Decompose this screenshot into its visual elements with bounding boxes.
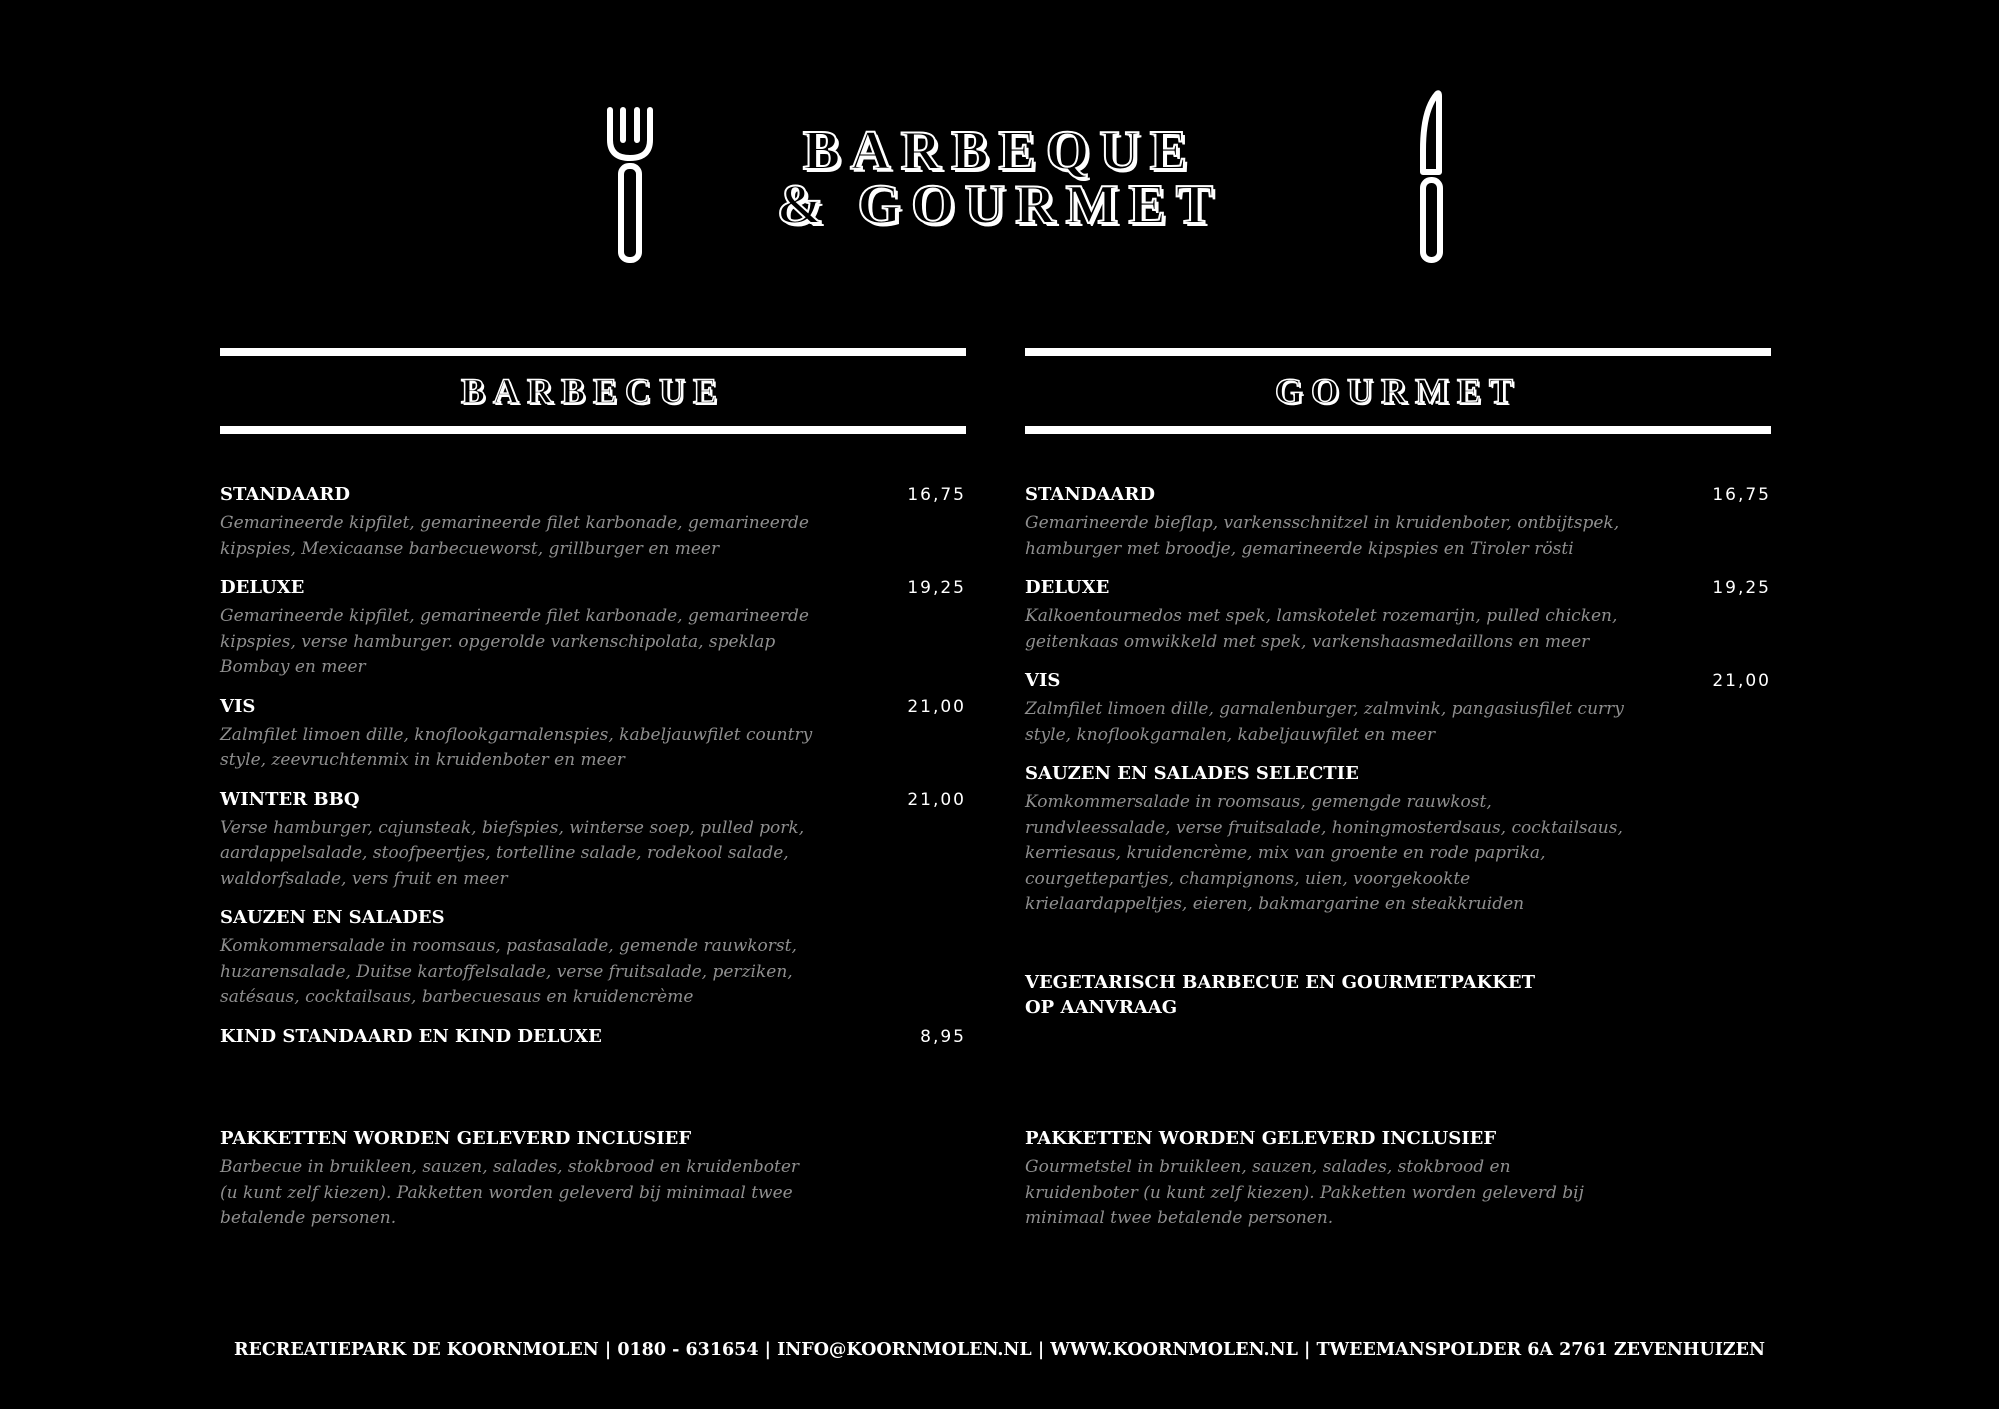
menu-item-description: Kalkoentournedos met spek, lamskotelet rozemarijn, pulled chicken, geitenkaas omwikkeld met spek, varkenshaasmedaillons en meer [1025,606,1618,652]
menu-item-name: STANDAARD [220,484,350,505]
section-heading-barbecue: BARBECUE [460,371,726,411]
menu-item-name: STANDAARD [1025,484,1155,505]
gourmet-section [1025,348,1771,1018]
menu-item-price: 16,75 [1712,485,1771,505]
menu-item-price: 21,00 [907,789,966,810]
menu-item [220,1024,966,1049]
menu-item-header [220,787,966,812]
menu-item [1025,575,1771,655]
menu-item-name: WINTER BBQ [220,788,360,810]
knife-icon [1415,90,1447,264]
menu-item [220,575,966,681]
menu-item-header [220,1024,966,1049]
menu-item [1025,761,1771,918]
divider [1025,348,1771,356]
menu-item-header [220,482,966,507]
menu-item [220,482,966,562]
divider [220,348,966,356]
divider [1025,426,1771,434]
title-line-2: & GOURMET [776,174,1224,236]
menu-item-price: 21,00 [907,696,966,717]
menu-item-price: 16,75 [907,485,966,505]
menu-item-price: 19,25 [907,578,966,598]
menu-item-description: Komkommersalade in roomsaus, pastasalade, gemende rauwkorst, huzarensalade, Duitse kartoffelsalade, verse fruitsalade, perziken, satésaus, cocktailsaus, barbecuesaus en kruidencrème [220,936,797,1007]
menu-item-name: VIS [1025,670,1061,691]
menu-item-header [1025,575,1771,600]
menu-item-header [220,694,966,719]
menu-item [1025,668,1771,748]
section-heading-gourmet: GOURMET [1274,371,1521,411]
barbecue-package-info [220,1126,840,1232]
menu-item-description: Verse hamburger, cajunsteak, biefspies, winterse soep, pulled pork, aardappelsalade, stoofpeertjes, tortelline salade, rodekool salade, waldorfsalade, vers fruit en meer [220,817,805,889]
contact-line: RECREATIEPARK DE KOORNMOLEN | 0180 - 631654 | INFO@KOORNMOLEN.NL | WWW.KOORNMOLEN.NL | TWEEMANSPOLDER 6A 2761 ZEVENHUIZEN [233,1340,1766,1360]
menu-item-price: 19,25 [1712,578,1771,598]
barbecue-section [220,348,966,1047]
vegetarian-note-text: VEGETARISCH BARBECUE EN GOURMETPAKKET OP AANVRAAG [1025,971,1535,1018]
package-info-title: PAKKETTEN WORDEN GELEVERD INCLUSIEF [220,1128,692,1149]
menu-title [700,120,1300,236]
divider [220,426,966,434]
menu-item-name: KIND STANDAARD EN KIND DELUXE [220,1025,602,1047]
menu-item-name: DELUXE [1025,577,1110,598]
package-info-text: Barbecue in bruikleen, sauzen, salades, stokbrood en kruidenboter (u kunt zelf kiezen). Pakketten worden geleverd bij minimaal twee betalende personen. [220,1157,800,1228]
menu-list [1025,482,1771,1033]
menu-item [1025,482,1771,562]
menu-item-description: Gemarineerde bieflap, varkensschnitzel in kruidenboter, ontbijtspek, hamburger met broodje, gemarineerde kipspies en Tiroler rösti [1025,513,1620,559]
gourmet-package-info [1025,1126,1645,1232]
menu-item-header [220,575,966,600]
menu-item-name: VIS [220,695,256,717]
package-info-title: PAKKETTEN WORDEN GELEVERD INCLUSIEF [1025,1128,1497,1149]
menu-item-name: SAUZEN EN SALADES [220,907,445,928]
menu-item-name: DELUXE [220,577,305,598]
vegetarian-note [1025,970,1771,1020]
menu-item-description: Gemarineerde kipfilet, gemarineerde filet karbonade, gemarineerde kipspies, Mexicaanse barbecueworst, grillburger en meer [220,513,809,559]
menu-item [220,905,966,1011]
menu-item [220,787,966,893]
menu-item-price: 21,00 [1712,671,1771,691]
title-line-1: BARBEQUE [802,120,1198,182]
menu-item-description: Gemarineerde kipfilet, gemarineerde filet karbonade, gemarineerde kipspies, verse hamburger. opgerolde varkenschipolata, speklap Bombay en meer [220,606,809,677]
fork-icon [604,106,656,264]
menu-item-header [1025,668,1771,693]
menu-item-header [1025,482,1771,507]
menu-item-price: 8,95 [920,1026,966,1047]
menu-item-description: Zalmfilet limoen dille, knoflookgarnalenspies, kabeljauwfilet country style, zeevruchtenmix in kruidenboter en meer [220,724,813,770]
menu-item-description: Komkommersalade in roomsaus, gemengde rauwkost, rundvleessalade, verse fruitsalade, honingmosterdsaus, cocktailsaus, kerriesaus, kruidencrème, mix van groente en rode paprika, courgettepartjes, champignons, uien, voorgekookte krielaardappeltjes, eieren, bakmargarine en steakkruiden [1025,792,1623,914]
menu-item-description: Zalmfilet limoen dille, garnalenburger, zalmvink, pangasiusfilet curry style, knoflookgarnalen, kabeljauwfilet en meer [1025,699,1624,745]
bottom-border [0,1409,1999,1414]
package-info-text: Gourmetstel in bruikleen, sauzen, salades, stokbrood en kruidenboter (u kunt zelf kiezen). Pakketten worden geleverd bij minimaal twee betalende personen. [1025,1157,1584,1228]
menu-item [220,694,966,774]
menu-item-header [220,905,966,930]
menu-list [220,482,966,1062]
menu-item-header [1025,761,1771,786]
menu-item-name: SAUZEN EN SALADES SELECTIE [1025,763,1359,784]
